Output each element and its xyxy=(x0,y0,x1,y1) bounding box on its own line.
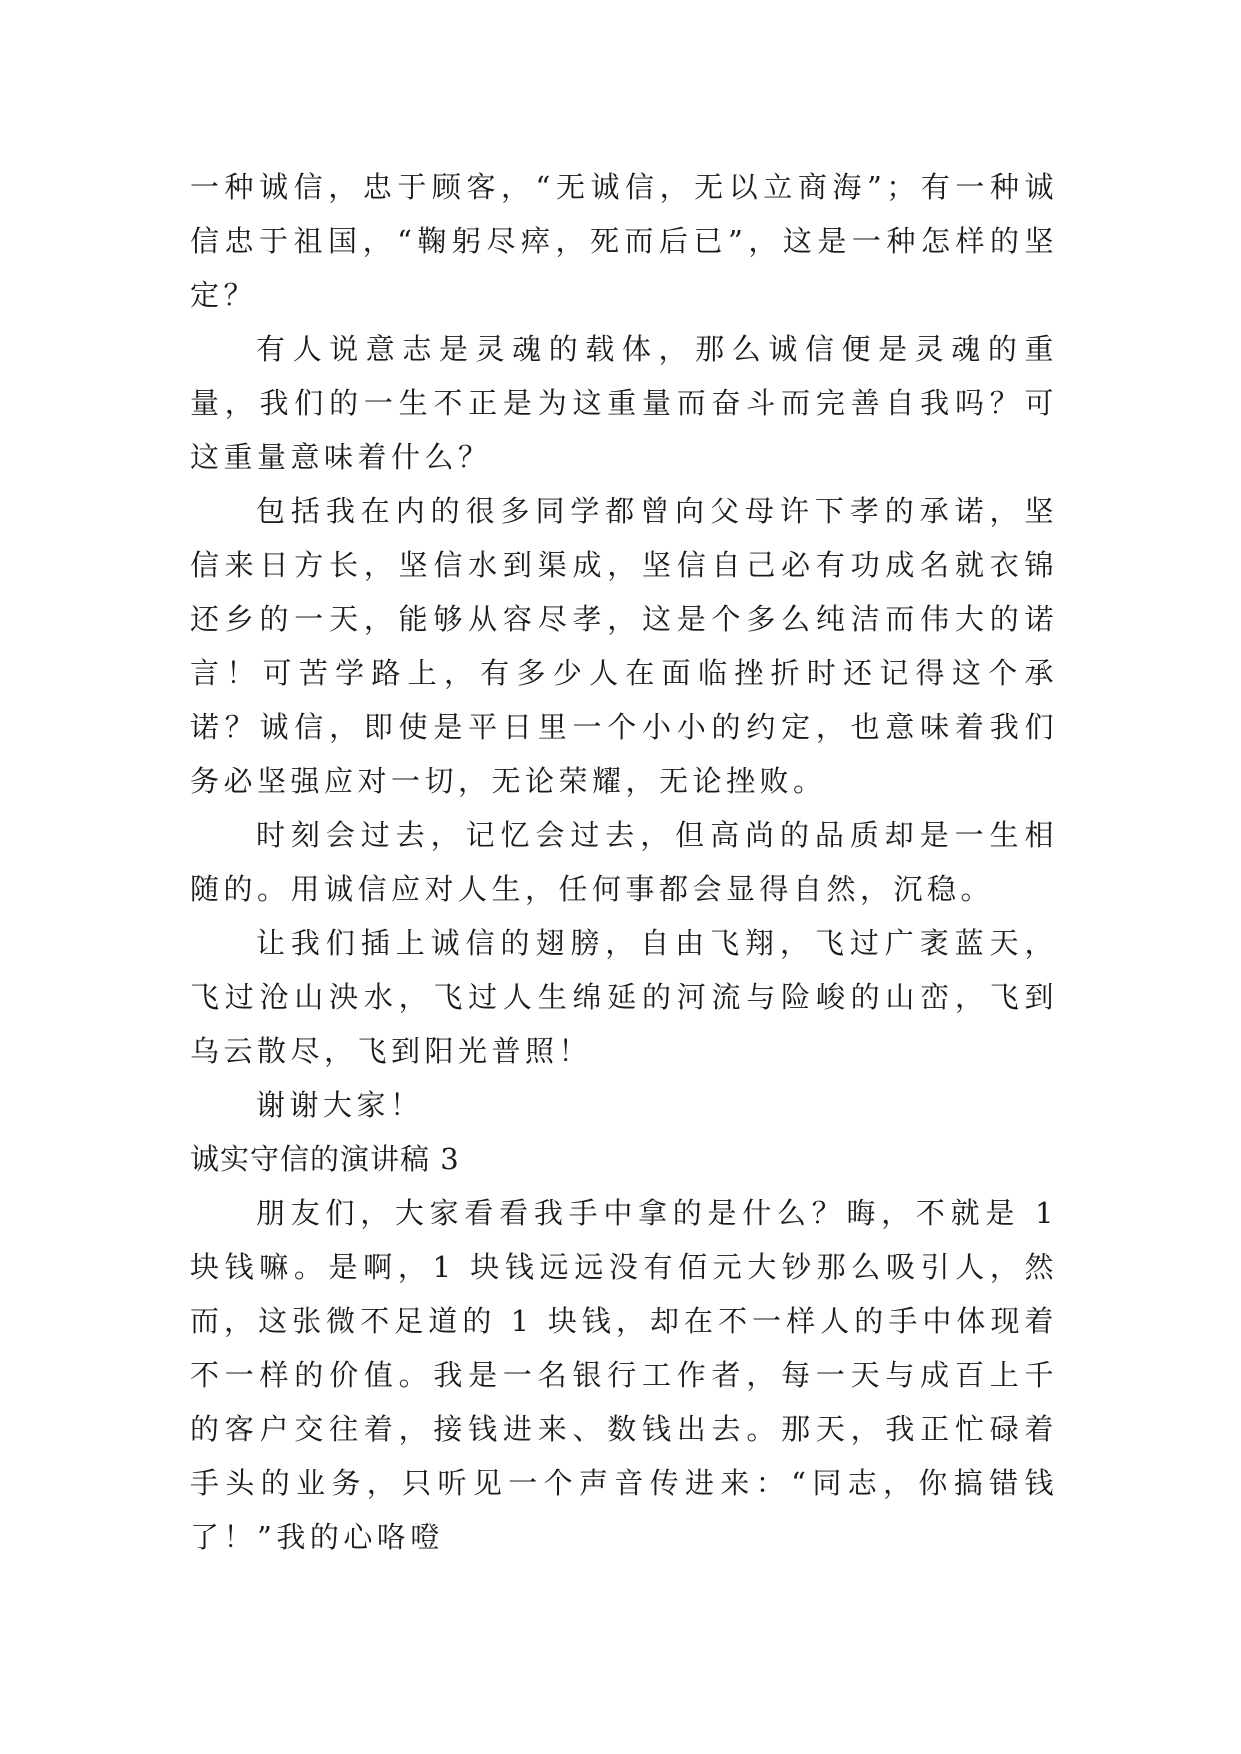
document-page xyxy=(190,160,1058,1564)
paragraph-wings-of-honesty: 让我们插上诚信的翅膀，自由飞翔，飞过广袤蓝天，飞过沧山泱水，飞过人生绵延的河流与险峻的山峦，飞到乌云散尽，飞到阳光普照！ xyxy=(190,926,1058,1068)
paragraph-thanks: 谢谢大家！ xyxy=(256,1088,424,1122)
paragraph-soul-weight: 有人说意志是灵魂的载体，那么诚信便是灵魂的重量，我们的一生不正是为这重量而奋斗而完善自我吗？可这重量意味着什么？ xyxy=(190,332,1058,474)
section-heading: 诚实守信的演讲稿 3 xyxy=(190,1142,460,1176)
paragraph-noble-quality: 时刻会过去，记忆会过去，但高尚的品质却是一生相随的。用诚信应对人生，任何事都会显得自然，沉稳。 xyxy=(190,818,1058,906)
paragraph-honesty-loyalty: 一种诚信，忠于顾客，“无诚信，无以立商海”；有一种诚信忠于祖国，“鞠躬尽瘁，死而后已”，这是一种怎样的坚定？ xyxy=(190,170,1058,312)
paragraph-one-yuan-story: 朋友们，大家看看我手中拿的是什么？晦，不就是 1 块钱嘛。是啊，1 块钱远远没有佰元大钞那么吸引人，然而，这张微不足道的 1 块钱，却在不一样人的手中体现着不一样的价值。我是一名银行工作者，每一天与成百上千的客户交往着，接钱进来、数钱出去。那天，我正忙碌着手头的业务，只听见一个声音传进来：“同志，你搞错钱了！”我的心咯噔 xyxy=(190,1196,1058,1554)
paragraph-filial-promise: 包括我在内的很多同学都曾向父母许下孝的承诺，坚信来日方长，坚信水到渠成，坚信自己必有功成名就衣锦还乡的一天，能够从容尽孝，这是个多么纯洁而伟大的诺言！可苦学路上，有多少人在面临挫折时还记得这个承诺？诚信，即使是平日里一个小小的约定，也意味着我们务必坚强应对一切，无论荣耀，无论挫败。 xyxy=(190,494,1058,798)
